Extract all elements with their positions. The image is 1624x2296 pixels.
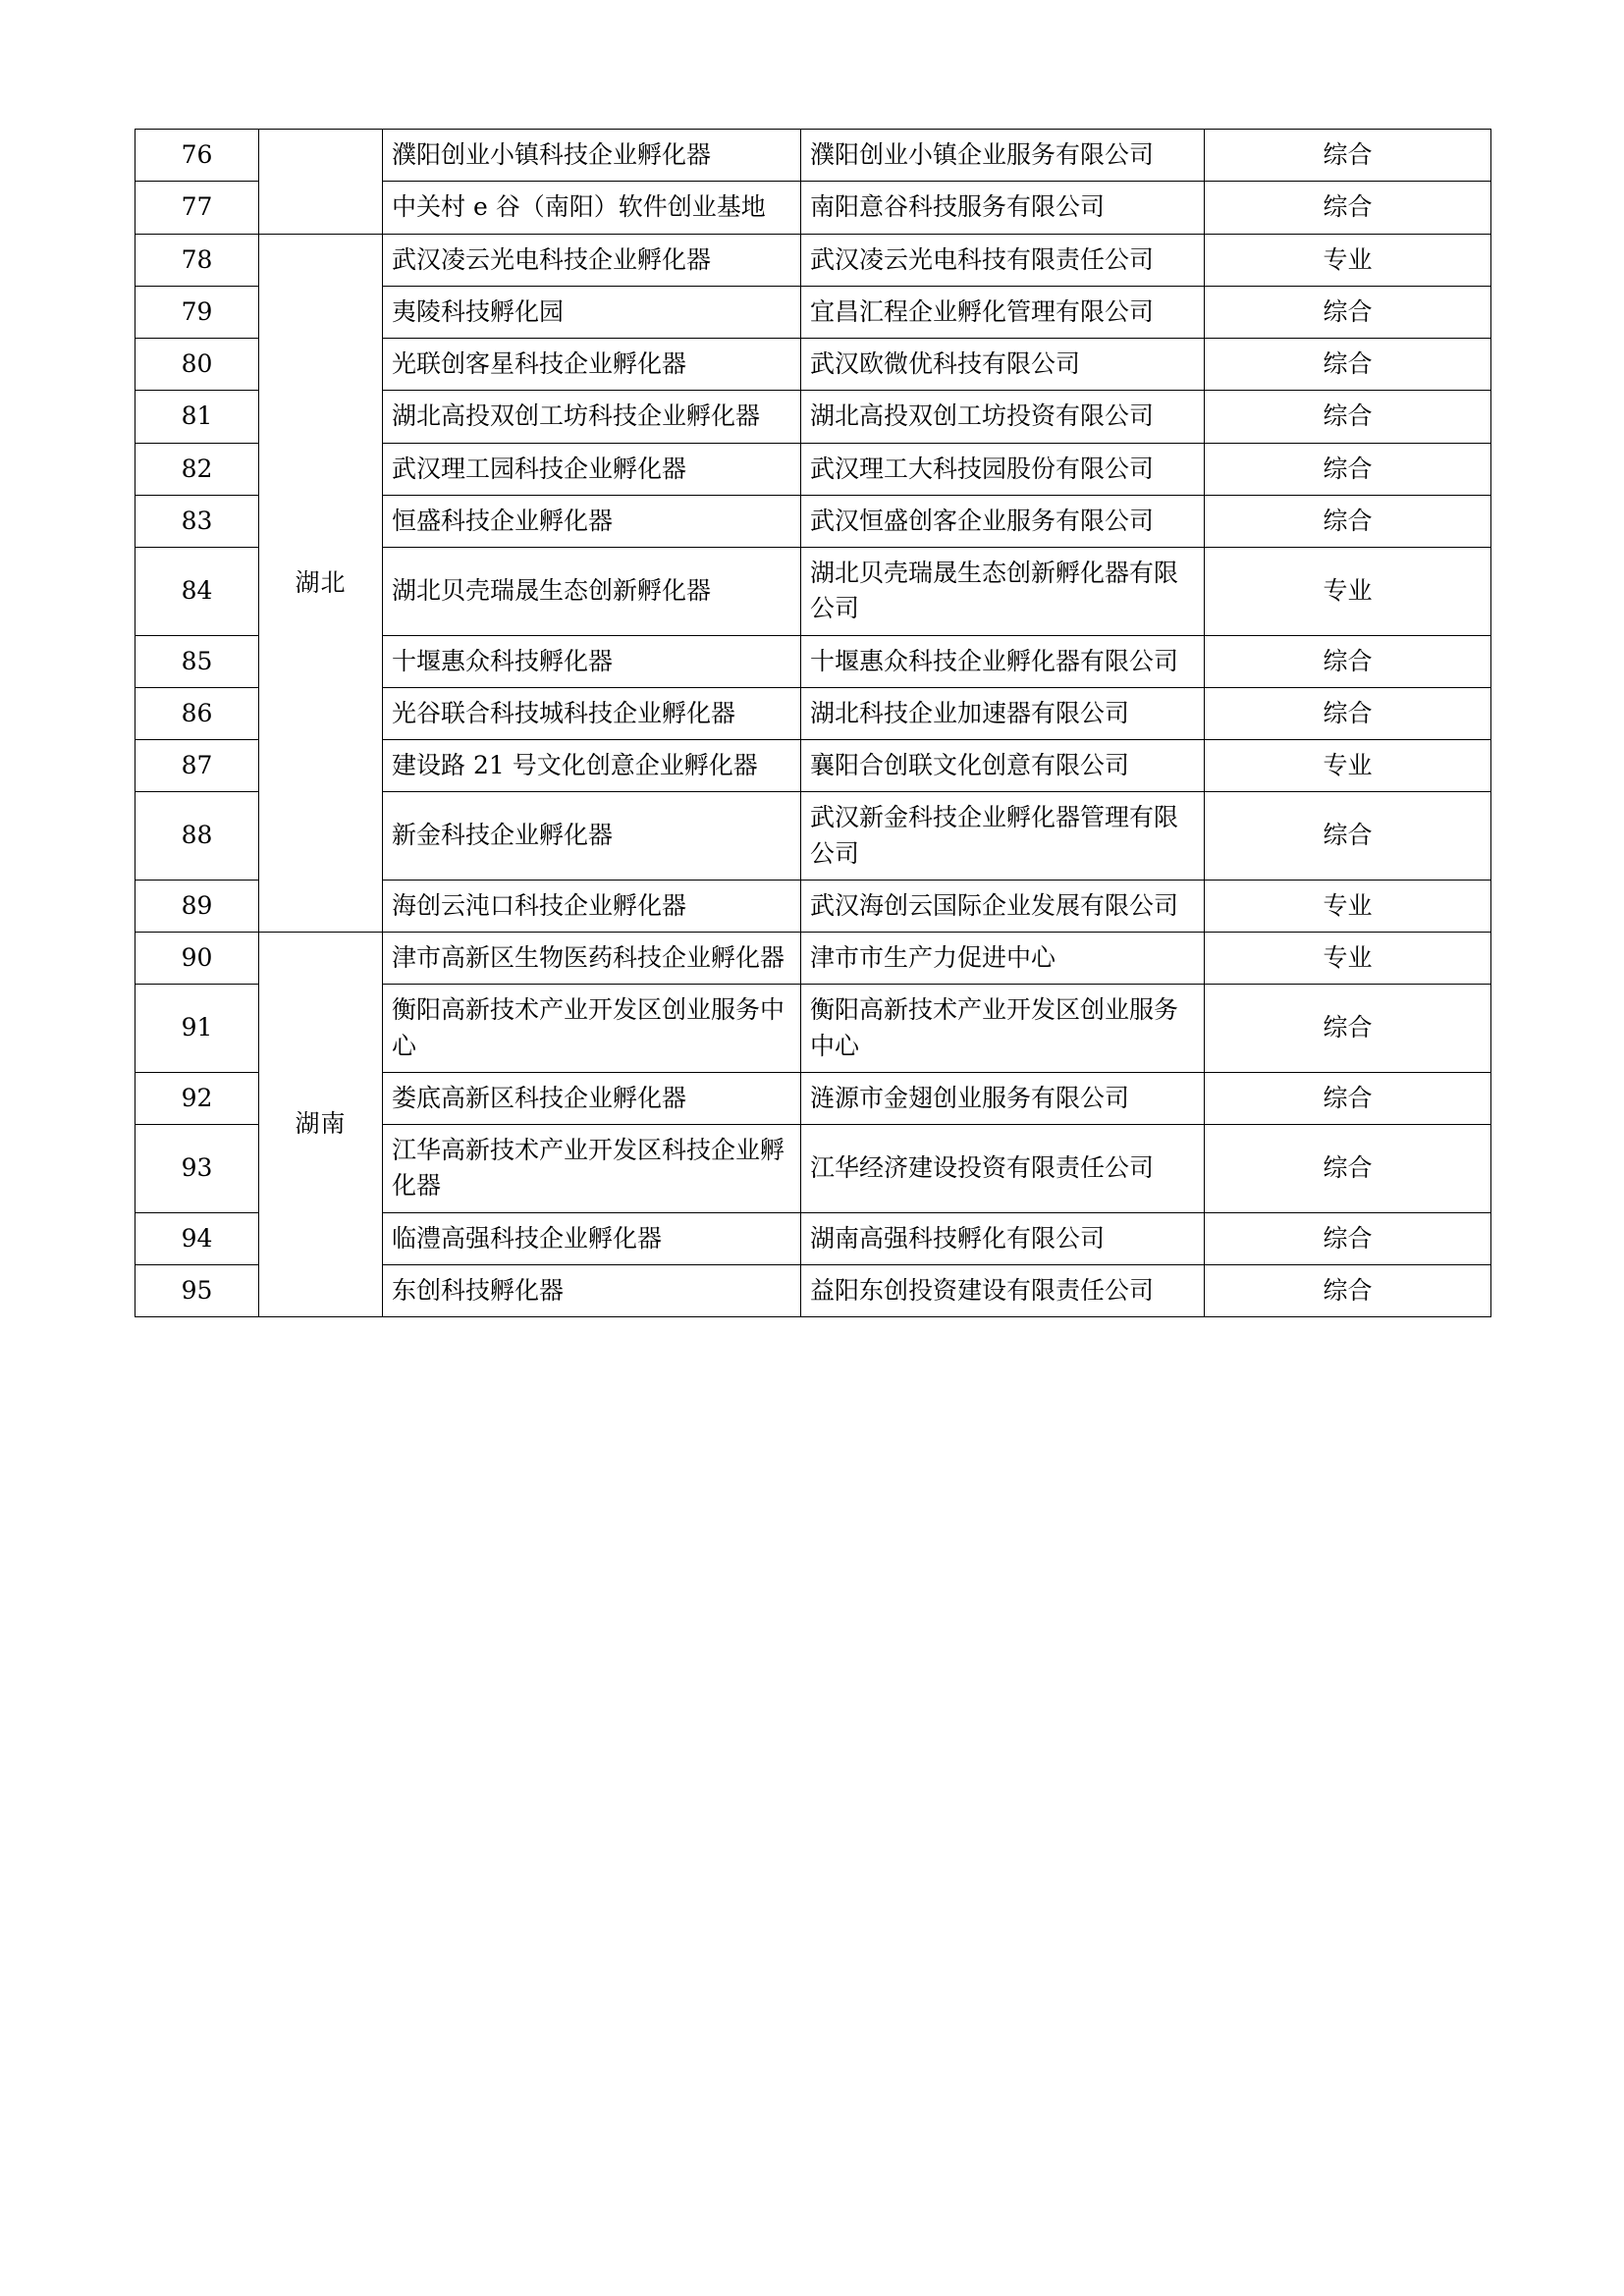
- incubator-name: 娄底高新区科技企业孵化器: [383, 1072, 801, 1124]
- row-number: 94: [135, 1212, 259, 1264]
- operating-company: 襄阳合创联文化创意有限公司: [801, 740, 1205, 792]
- incubator-name: 建设路 21 号文化创意企业孵化器: [383, 740, 801, 792]
- row-number: 84: [135, 548, 259, 636]
- operating-company: 濮阳创业小镇企业服务有限公司: [801, 130, 1205, 182]
- incubator-type: 综合: [1205, 339, 1491, 391]
- incubator-type: 综合: [1205, 1125, 1491, 1213]
- province-cell-hubei: 湖北: [259, 234, 383, 933]
- incubator-type: 综合: [1205, 635, 1491, 687]
- operating-company: 涟源市金翅创业服务有限公司: [801, 1072, 1205, 1124]
- row-number: 85: [135, 635, 259, 687]
- incubator-name: 武汉凌云光电科技企业孵化器: [383, 234, 801, 286]
- incubator-name: 濮阳创业小镇科技企业孵化器: [383, 130, 801, 182]
- table-body: [135, 130, 1491, 1317]
- incubator-name: 湖北贝壳瑞晟生态创新孵化器: [383, 548, 801, 636]
- operating-company: 湖北科技企业加速器有限公司: [801, 687, 1205, 739]
- incubator-name: 夷陵科技孵化园: [383, 286, 801, 338]
- row-number: 87: [135, 740, 259, 792]
- operating-company: 津市市生产力促进中心: [801, 933, 1205, 985]
- operating-company: 武汉凌云光电科技有限责任公司: [801, 234, 1205, 286]
- row-number: 81: [135, 391, 259, 443]
- incubator-name: 东创科技孵化器: [383, 1264, 801, 1316]
- operating-company: 益阳东创投资建设有限责任公司: [801, 1264, 1205, 1316]
- row-number: 91: [135, 985, 259, 1073]
- row-number: 92: [135, 1072, 259, 1124]
- row-number: 90: [135, 933, 259, 985]
- operating-company: 湖南高强科技孵化有限公司: [801, 1212, 1205, 1264]
- incubator-type: 综合: [1205, 792, 1491, 881]
- incubator-type: 综合: [1205, 443, 1491, 495]
- incubator-type: 专业: [1205, 933, 1491, 985]
- row-number: 82: [135, 443, 259, 495]
- incubator-name: 津市高新区生物医药科技企业孵化器: [383, 933, 801, 985]
- operating-company: 十堰惠众科技企业孵化器有限公司: [801, 635, 1205, 687]
- incubator-name: 十堰惠众科技孵化器: [383, 635, 801, 687]
- incubator-type: 综合: [1205, 182, 1491, 234]
- row-number: 93: [135, 1125, 259, 1213]
- incubator-name: 衡阳高新技术产业开发区创业服务中心: [383, 985, 801, 1073]
- incubator-name: 临澧高强科技企业孵化器: [383, 1212, 801, 1264]
- table-row: [135, 234, 1491, 286]
- row-number: 86: [135, 687, 259, 739]
- row-number: 76: [135, 130, 259, 182]
- operating-company: 衡阳高新技术产业开发区创业服务中心: [801, 985, 1205, 1073]
- incubator-name: 光联创客星科技企业孵化器: [383, 339, 801, 391]
- incubator-name: 湖北高投双创工坊科技企业孵化器: [383, 391, 801, 443]
- operating-company: 宜昌汇程企业孵化管理有限公司: [801, 286, 1205, 338]
- operating-company: 江华经济建设投资有限责任公司: [801, 1125, 1205, 1213]
- incubator-name: 海创云沌口科技企业孵化器: [383, 880, 801, 932]
- row-number: 80: [135, 339, 259, 391]
- incubator-type: 综合: [1205, 985, 1491, 1073]
- operating-company: 武汉新金科技企业孵化器管理有限公司: [801, 792, 1205, 881]
- row-number: 95: [135, 1264, 259, 1316]
- province-cell-henan: [259, 130, 383, 235]
- table-row: [135, 130, 1491, 182]
- incubator-type: 综合: [1205, 687, 1491, 739]
- operating-company: 武汉海创云国际企业发展有限公司: [801, 880, 1205, 932]
- incubator-type: 综合: [1205, 495, 1491, 547]
- incubator-name: 新金科技企业孵化器: [383, 792, 801, 881]
- incubator-name: 武汉理工园科技企业孵化器: [383, 443, 801, 495]
- table-row: [135, 933, 1491, 985]
- incubator-type: 综合: [1205, 1072, 1491, 1124]
- incubator-type: 专业: [1205, 234, 1491, 286]
- operating-company: 南阳意谷科技服务有限公司: [801, 182, 1205, 234]
- incubator-name: 江华高新技术产业开发区科技企业孵化器: [383, 1125, 801, 1213]
- row-number: 89: [135, 880, 259, 932]
- incubator-name: 恒盛科技企业孵化器: [383, 495, 801, 547]
- operating-company: 湖北高投双创工坊投资有限公司: [801, 391, 1205, 443]
- row-number: 77: [135, 182, 259, 234]
- operating-company: 武汉理工大科技园股份有限公司: [801, 443, 1205, 495]
- incubator-type: 综合: [1205, 391, 1491, 443]
- row-number: 83: [135, 495, 259, 547]
- table-container: [135, 129, 1490, 1317]
- incubator-type: 综合: [1205, 1212, 1491, 1264]
- row-number: 88: [135, 792, 259, 881]
- incubator-type: 综合: [1205, 286, 1491, 338]
- incubator-type: 专业: [1205, 740, 1491, 792]
- row-number: 79: [135, 286, 259, 338]
- operating-company: 武汉恒盛创客企业服务有限公司: [801, 495, 1205, 547]
- operating-company: 武汉欧微优科技有限公司: [801, 339, 1205, 391]
- incubator-list-table: [135, 129, 1491, 1317]
- incubator-type: 专业: [1205, 880, 1491, 932]
- incubator-type: 专业: [1205, 548, 1491, 636]
- incubator-name: 中关村 e 谷（南阳）软件创业基地: [383, 182, 801, 234]
- incubator-type: 综合: [1205, 130, 1491, 182]
- incubator-name: 光谷联合科技城科技企业孵化器: [383, 687, 801, 739]
- incubator-type: 综合: [1205, 1264, 1491, 1316]
- province-cell-hunan: 湖南: [259, 933, 383, 1317]
- row-number: 78: [135, 234, 259, 286]
- operating-company: 湖北贝壳瑞晟生态创新孵化器有限公司: [801, 548, 1205, 636]
